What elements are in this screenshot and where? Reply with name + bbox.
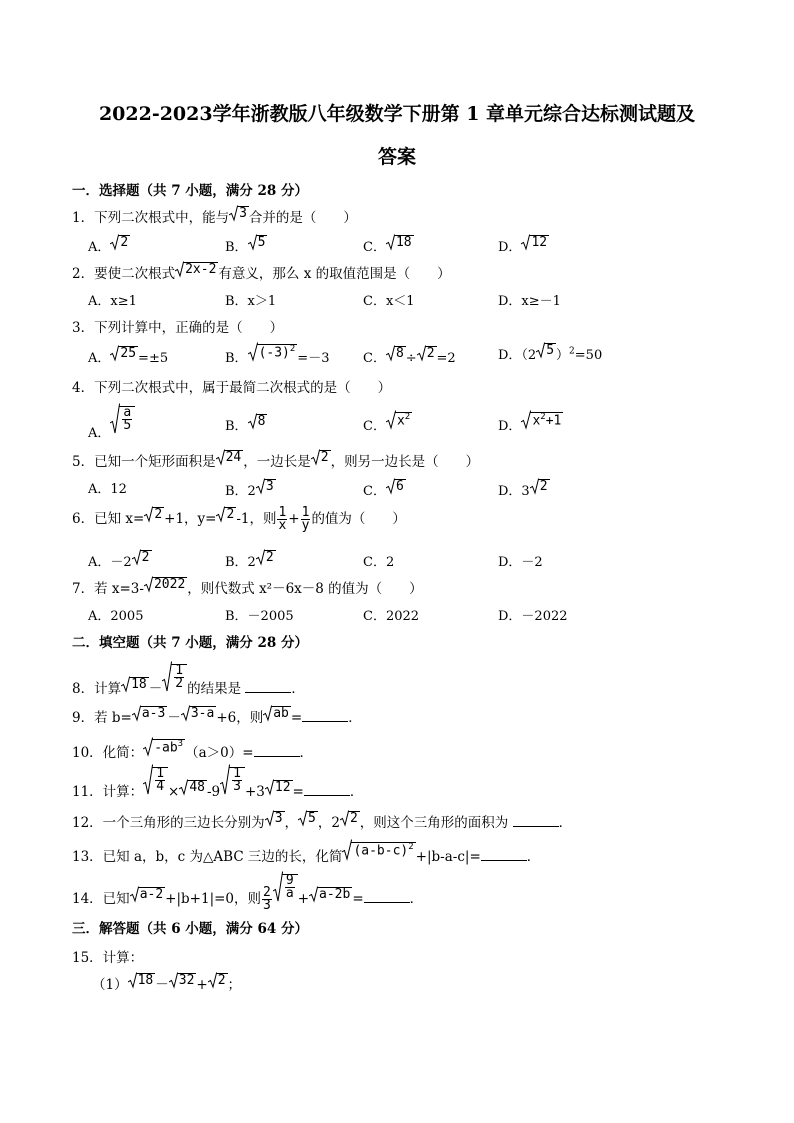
q8-answer-blank[interactable] [245, 680, 291, 693]
q6-option-d: D．－2 [498, 555, 543, 570]
q1-option-d: D． 12 [498, 234, 548, 255]
q6-option-c: C．2 [363, 555, 395, 570]
question-15: 15．计算： [72, 950, 144, 966]
q3-option-a: A． 25 =±5 [88, 345, 169, 366]
section-heading-fill: 二．填空题（共 7 小题，满分 28 分） [72, 635, 308, 651]
question-10: 10．化简： $-ab^3$ （a＞0）= ． [72, 738, 314, 761]
page-title-line2: 答案 [377, 146, 416, 168]
q12-answer-blank[interactable] [513, 814, 559, 827]
q7-option-b: B．－2005 [225, 609, 294, 624]
q4-option-c: C． $x^2$ [363, 411, 411, 434]
q4-option-b: B． 8 [225, 413, 266, 434]
q7-option-c: C．2022 [363, 609, 420, 624]
q5-option-b: B．2 3 [225, 478, 274, 499]
q5-option-a: A．12 [88, 482, 127, 497]
q7-option-d: D．－2022 [498, 609, 568, 624]
q4-option-a: A． $\frac{a}{5}$ [88, 403, 135, 441]
q7-option-a: A．2005 [88, 609, 144, 624]
question-13: 13．已知 a，b，c 为△ABC 三边的长，化简 $(a-b-c)^2$ +|b-a-c|= ． [72, 841, 541, 865]
question-3: 3．下列计算中，正确的是（ ） [72, 320, 284, 336]
q3-option-b: B． $(-3)^2$ =－3 [225, 343, 330, 366]
page-title-line1: 2022-2023学年浙教版八年级数学下册第 1 章单元综合达标测试题及 [98, 103, 696, 125]
q1-option-c: C． 18 [363, 234, 412, 255]
q3-option-d: D．（2 5 ）$^2$=50 [498, 342, 603, 363]
question-14: 14．已知 a-2 +|b+1|=0，则 $\frac{2}{3}$ $\frac{9}{a}$ + a-2b = ． [72, 873, 424, 913]
question-11: 11．计算： $\frac{1}{4}$ × 48 -9 $\frac{1}{3}$ +3 12 = ． [72, 766, 364, 800]
q3-option-c: C． 8 ÷ 2 =2 [363, 345, 456, 366]
q1-option-b: B． 5 [225, 234, 266, 255]
section-heading-solve: 三．解答题（共 6 小题，满分 64 分） [72, 921, 308, 937]
question-15-part-1: （1） 18 － 32 + 2 ； [92, 972, 242, 993]
question-4: 4．下列二次根式中，属于最简二次根式的是（ ） [72, 380, 392, 396]
q13-answer-blank[interactable] [481, 848, 527, 861]
q10-answer-blank[interactable] [254, 744, 300, 757]
q14-answer-blank[interactable] [364, 890, 410, 903]
question-2: 2．要使二次根式 2x-2 有意义，那么 x 的取值范围是（ ） [72, 261, 451, 282]
q1-option-a: A． 2 [88, 234, 129, 255]
q1-stem-start: 1．下列二次根式中，能与 [72, 210, 230, 226]
q4-option-d: D． $x^2+1$ [498, 411, 562, 434]
q5-option-c: C． 6 [363, 478, 404, 499]
q9-answer-blank[interactable] [302, 709, 348, 722]
q11-answer-blank[interactable] [304, 783, 350, 796]
q6-option-b: B．2 2 [225, 549, 274, 570]
sqrt-3: 3 [229, 205, 249, 222]
question-8: 8．计算 18 － $\frac{1}{2}$ 的结果是 ． [72, 663, 305, 697]
question-5: 5．已知一个矩形面积是 24 ，一边长是 2 ，则另一边长是（ ） [72, 449, 480, 470]
question-1 [72, 205, 357, 226]
q2-option-b: B．x＞1 [225, 294, 277, 309]
question-9: 9．若 b= a-3 － 3-a +6，则 ab = ． [72, 705, 362, 726]
question-12: 12．一个三角形的三边长分别为 3 ， 5 ，2 2 ，则这个三角形的面积为 ． [72, 810, 573, 831]
question-6: 6．已知 x= 2 +1，y= 2 -1，则 $\frac{1}{x}$ + $\frac{1}{y}$ 的值为（ ） [72, 505, 406, 533]
q5-option-d: D．3 2 [498, 478, 548, 499]
question-7: 7．若 x=3- 2022 ，则代数式 x²－6x－8 的值为（ ） [72, 576, 423, 597]
q2-option-a: A．x≥1 [88, 294, 137, 309]
sqrt-2x-2: 2x-2 [175, 261, 218, 278]
q2-option-c: C．x＜1 [363, 294, 415, 309]
q6-option-a: A．－2 2 [88, 549, 150, 570]
section-heading-choice: 一．选择题（共 7 小题，满分 28 分） [72, 183, 308, 199]
q2-option-d: D．x≥－1 [498, 294, 561, 309]
q1-stem-end: 合并的是（ ） [248, 210, 357, 226]
